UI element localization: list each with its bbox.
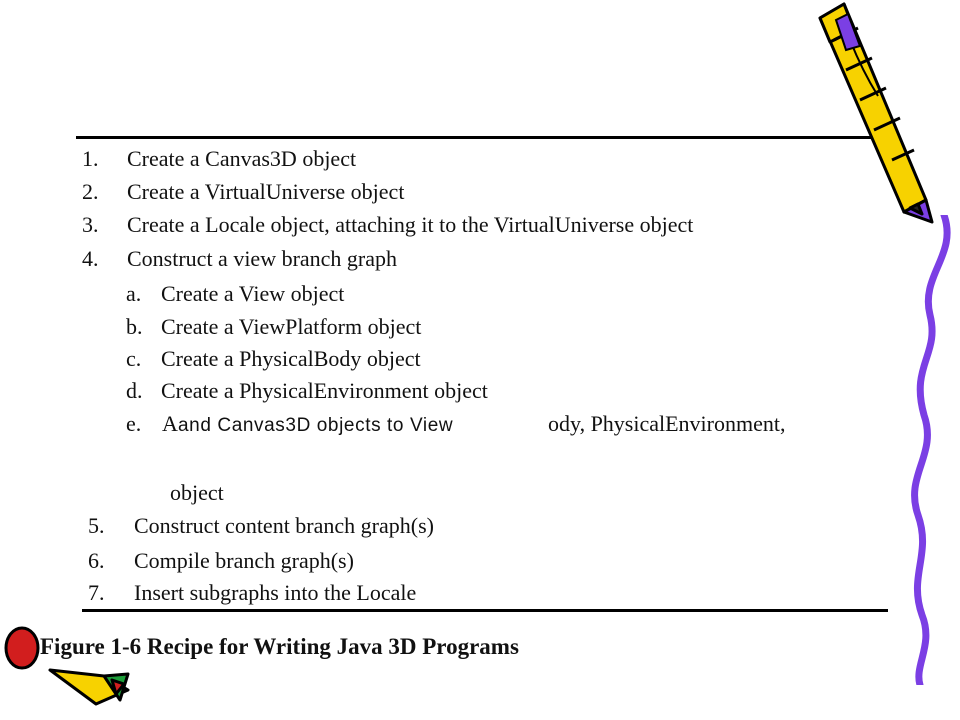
item-text: Construct content branch graph(s): [134, 513, 434, 538]
sub-item-text: Create a ViewPlatform object: [161, 314, 422, 339]
sub-item-text-fragment: A: [162, 411, 178, 436]
sub-item-text: Create a View object: [161, 281, 345, 306]
sub-item-letter: e.: [126, 411, 142, 436]
ribbon-border-icon: [900, 215, 960, 685]
sub-item-letter: c.: [126, 346, 142, 371]
item-text: Create a Locale object, attaching it to the VirtualUniverse object: [127, 212, 694, 237]
item-text: Create a Canvas3D object: [127, 146, 357, 171]
item-number: 6.: [88, 548, 105, 573]
sub-item-text: Create a PhysicalBody object: [161, 346, 421, 371]
sub-item-text-tail: ody, PhysicalEnvironment,: [548, 411, 786, 436]
crayon-corner-icon: [0, 616, 140, 716]
sub-item-letter: b.: [126, 314, 143, 339]
item-number: 2.: [82, 179, 99, 204]
item-number: 5.: [88, 513, 105, 538]
figure-caption: Figure 1-6 Recipe for Writing Java 3D Programs: [40, 634, 519, 659]
item-text: Compile branch graph(s): [134, 548, 354, 573]
top-rule: [76, 136, 884, 139]
sub-item-text: Create a PhysicalEnvironment object: [161, 378, 488, 403]
item-number: 7.: [88, 580, 105, 605]
item-text: Create a VirtualUniverse object: [127, 179, 405, 204]
sub-item-letter: a.: [126, 281, 142, 306]
item-number: 1.: [82, 146, 99, 171]
sub-item-text-overlay: and Canvas3D objects to View: [178, 415, 454, 436]
bottom-rule: [82, 609, 888, 612]
sub-item-continuation-text: object: [170, 480, 224, 505]
sub-item-letter: d.: [126, 378, 143, 403]
item-number: 3.: [82, 212, 99, 237]
item-text: Insert subgraphs into the Locale: [134, 580, 417, 605]
pencil-icon: [806, 0, 946, 230]
item-number: 4.: [82, 246, 99, 271]
item-text: Construct a view branch graph: [127, 246, 398, 271]
